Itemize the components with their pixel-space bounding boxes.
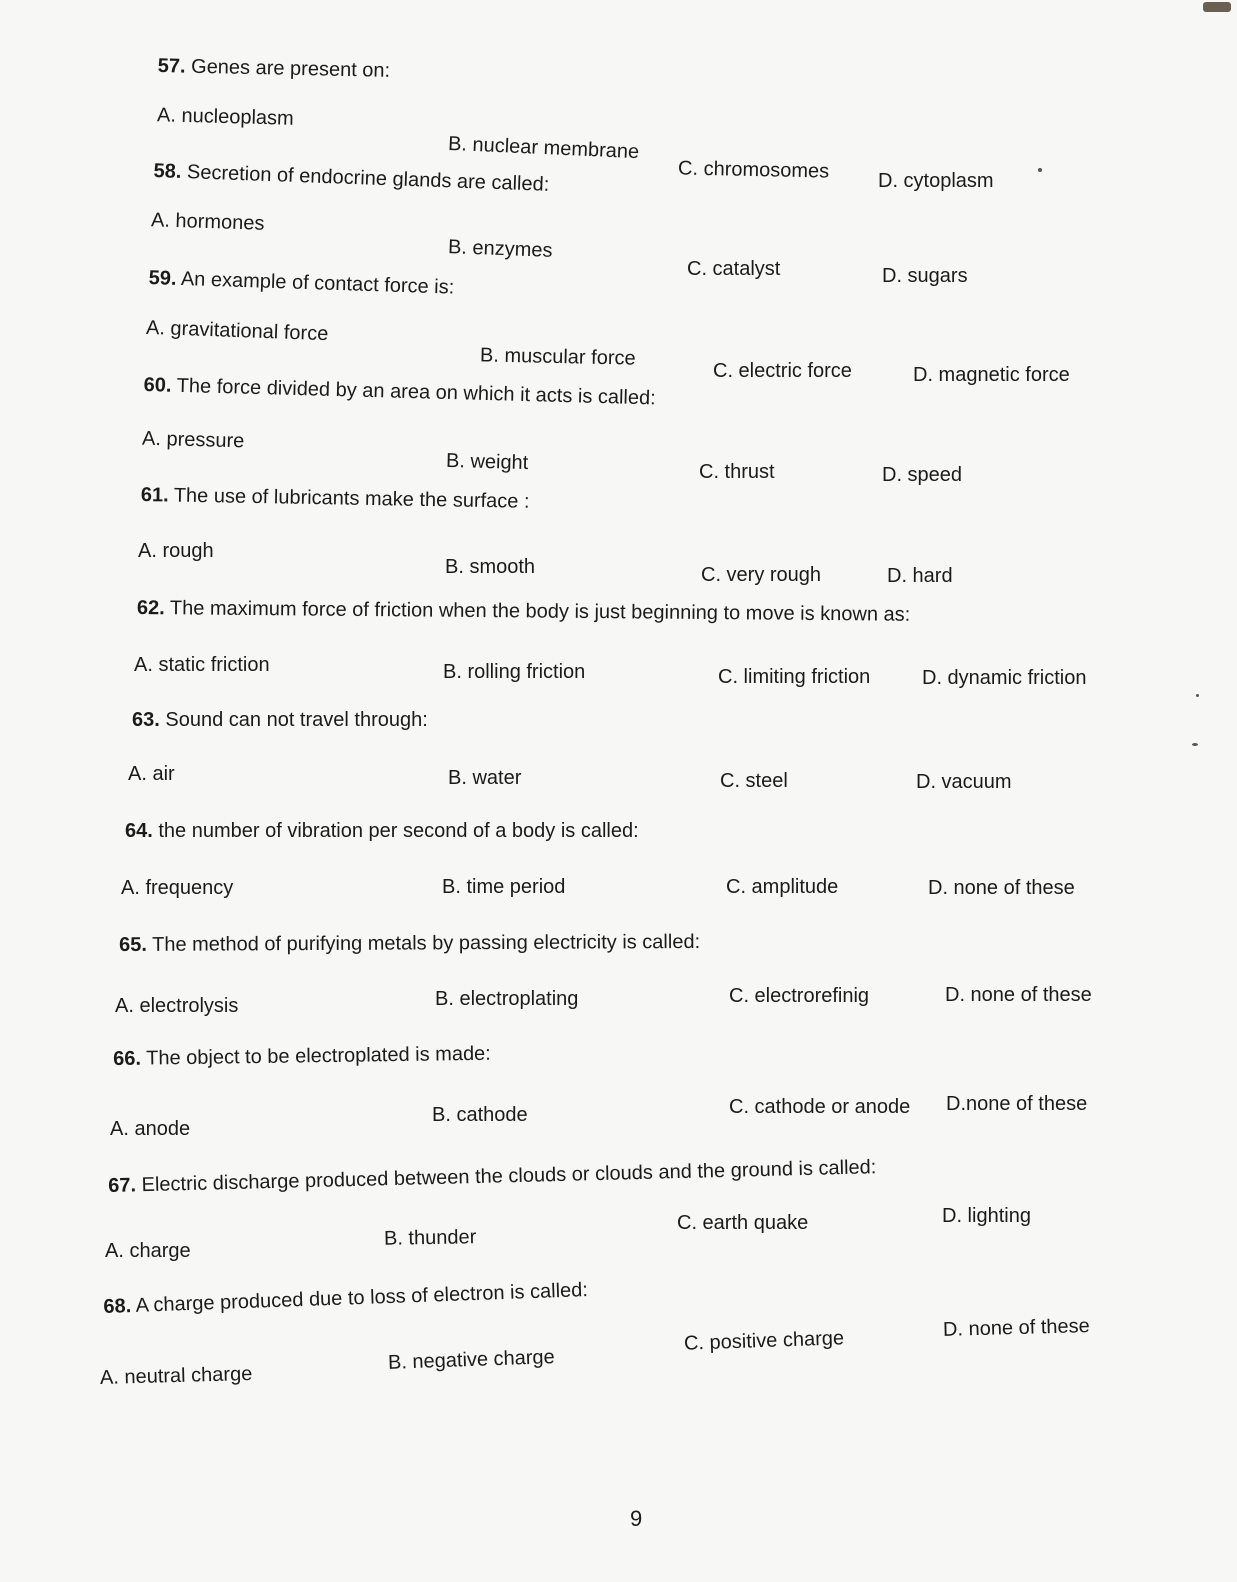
question-number: 58.	[153, 160, 182, 183]
option-a: A. hormones	[150, 209, 265, 235]
option-b: B. weight	[445, 449, 529, 475]
question-text: The method of purifying metals by passing electricity is called:	[152, 930, 701, 956]
option-b: B. water	[448, 767, 522, 789]
option-a: A. gravitational force	[145, 316, 329, 346]
question-number: 68.	[103, 1295, 132, 1318]
scan-speck	[1192, 743, 1198, 746]
question-text: The use of lubricants make the surface :	[173, 484, 530, 513]
option-b: B. time period	[442, 876, 566, 898]
option-c: C. earth quake	[677, 1212, 809, 1234]
option-c: C. steel	[720, 770, 788, 792]
option-c: C. chromosomes	[677, 157, 830, 183]
option-a: A. electrolysis	[115, 995, 239, 1017]
option-b: B. thunder	[383, 1226, 477, 1250]
question-stem	[143, 374, 656, 410]
option-d: D.none of these	[946, 1093, 1088, 1115]
option-a: A. air	[128, 763, 175, 785]
question-text: Genes are present on:	[190, 55, 391, 82]
option-a: A. charge	[105, 1240, 191, 1262]
question-text: Secretion of endocrine glands are called:	[186, 161, 550, 196]
scan-speck	[1196, 694, 1199, 697]
question-number: 64.	[125, 820, 153, 842]
question-number: 57.	[157, 55, 186, 78]
question-stem	[132, 709, 428, 732]
question-text: The maximum force of friction when the body is just beginning to move is known as:	[169, 597, 911, 626]
question-text: the number of vibration per second of a body is called:	[158, 820, 639, 842]
option-a: A. neutral charge	[99, 1363, 253, 1389]
option-b: B. negative charge	[387, 1346, 556, 1374]
scan-speck	[1038, 168, 1042, 172]
option-d: D. hard	[887, 565, 953, 587]
question-number: 62.	[136, 597, 165, 620]
option-a: A. static friction	[134, 654, 270, 676]
question-text: The force divided by an area on which it acts is called:	[176, 374, 656, 410]
option-c: C. positive charge	[683, 1327, 845, 1355]
option-c: C. thrust	[699, 461, 775, 483]
question-stem	[137, 597, 911, 627]
option-c: C. electrorefinig	[729, 985, 870, 1007]
question-number: 66.	[113, 1047, 142, 1070]
question-number: 60.	[143, 374, 172, 397]
question-stem	[113, 1043, 491, 1071]
option-d: D. none of these	[942, 1315, 1091, 1341]
option-c: C. electric force	[713, 360, 852, 382]
option-b: B. rolling friction	[443, 661, 586, 683]
option-c: C. cathode or anode	[729, 1096, 911, 1118]
option-d: D. cytoplasm	[878, 170, 994, 192]
question-number: 65.	[119, 933, 147, 956]
question-text: Electric discharge produced between the clouds or clouds and the ground is called:	[141, 1156, 877, 1197]
option-a: A. nucleoplasm	[156, 104, 295, 130]
option-d: D. dynamic friction	[922, 667, 1087, 689]
question-number: 63.	[132, 709, 160, 731]
option-c: C. limiting friction	[718, 666, 871, 688]
option-b: B. nuclear membrane	[447, 132, 640, 164]
question-text: Sound can not travel through:	[165, 709, 428, 731]
page-number: 9	[630, 1506, 643, 1531]
option-d: D. lighting	[942, 1205, 1031, 1227]
question-stem	[153, 160, 549, 197]
option-a: A. pressure	[141, 427, 245, 453]
question-text: The object to be electroplated is made:	[146, 1042, 491, 1070]
option-b: B. smooth	[445, 556, 536, 578]
question-stem	[148, 267, 454, 300]
scan-speck	[1203, 2, 1231, 12]
option-d: D. none of these	[928, 877, 1075, 899]
option-c: C. very rough	[701, 564, 822, 586]
option-d: D. vacuum	[916, 771, 1012, 793]
option-d: D. sugars	[882, 265, 968, 287]
question-stem	[125, 820, 639, 843]
question-text: A charge produced due to loss of electron is called:	[135, 1279, 589, 1317]
question-stem	[119, 931, 700, 957]
question-number: 59.	[148, 267, 177, 290]
option-b: B. enzymes	[447, 236, 553, 262]
option-b: B. muscular force	[479, 344, 636, 370]
option-d: D. none of these	[945, 984, 1092, 1006]
option-a: A. frequency	[121, 877, 234, 899]
option-c: C. catalyst	[687, 258, 781, 280]
option-b: B. electroplating	[435, 988, 579, 1010]
option-d: D. speed	[882, 464, 963, 486]
question-number: 67.	[108, 1174, 137, 1197]
option-a: A. anode	[110, 1118, 191, 1140]
question-stem	[108, 1156, 877, 1198]
option-d: D. magnetic force	[913, 364, 1070, 386]
option-a: A. rough	[138, 540, 214, 562]
question-number: 61.	[140, 484, 169, 507]
option-c: C. amplitude	[726, 876, 839, 898]
question-stem	[141, 484, 530, 514]
question-stem	[103, 1279, 588, 1319]
question-text: An example of contact force is:	[180, 268, 455, 299]
option-b: B. cathode	[432, 1104, 528, 1126]
